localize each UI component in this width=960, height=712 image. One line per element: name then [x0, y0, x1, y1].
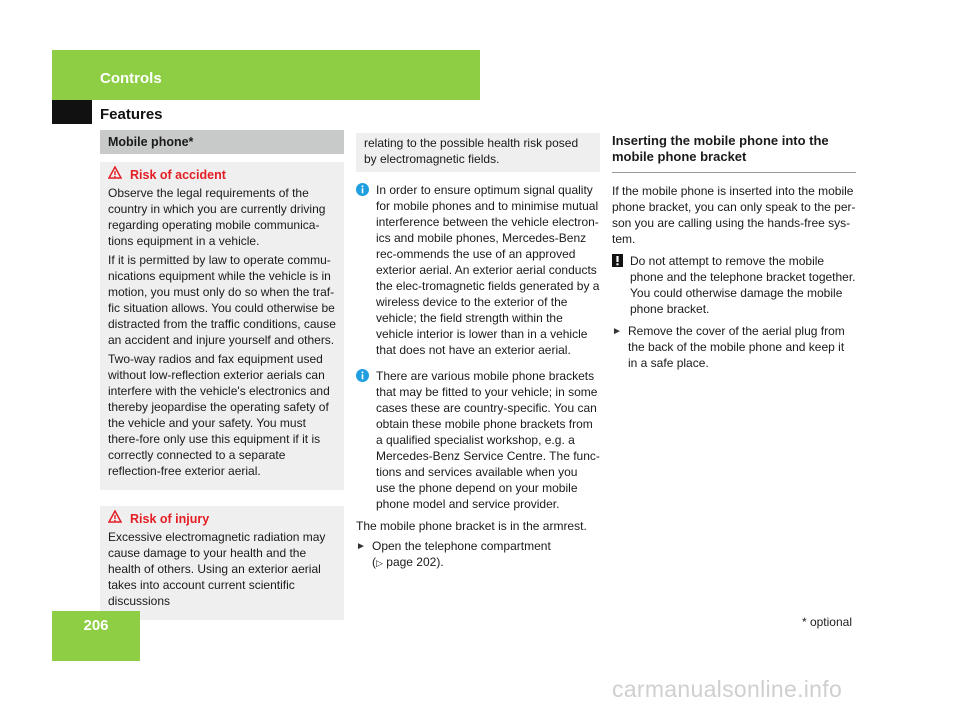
warning-title-text: Risk of accident	[130, 167, 226, 182]
caution-icon	[612, 254, 624, 317]
warning-paragraph: Two-way radios and fax equipment used without low-reflection exterior aerials can interfere with the vehicle's electronics and thereby jeopardise the operating safety of the vehicle and your safety. You must there-fore only use this equipment if it is correctly connected to a separate reflection-free exterior aerial.	[108, 352, 330, 478]
step-text: Open the telephone compartment (▷ page 202).	[372, 539, 551, 569]
page-reference-link[interactable]: page 202).	[386, 555, 444, 569]
info-icon	[356, 183, 370, 358]
warning-paragraph: Excessive electromagnetic radiation may cause damage to your health and the health of others. Using an exterior aerial takes into account current scientific discussions	[108, 530, 326, 608]
warning-title-text: Risk of injury	[130, 511, 210, 526]
instruction-step	[356, 538, 600, 571]
mobile-phone-heading: Mobile phone*	[100, 130, 344, 154]
column-2	[356, 133, 600, 571]
page-number: 206	[83, 617, 109, 634]
warning-paragraph: If it is permitted by law to operate commu-nications equipment while the vehicle is in motion, you must only do so when the traf-fic situation allows. You could otherwise be distracted from the traffic conditions, cause an accident and injure yourself and others.	[108, 253, 336, 347]
subsection-title: Features	[100, 106, 163, 123]
column-3	[612, 133, 856, 371]
warning-paragraph: Observe the legal requirements of the country in which you are currently driving regarding operating mobile communica-tions equipment in a vehicle.	[108, 186, 326, 248]
info-icon	[356, 369, 370, 512]
page-ref-arrow-icon: ▷	[376, 558, 383, 568]
intro-text: If the mobile phone is inserted into the mobile phone bracket, you can only speak to the per-son you are calling using the hands-free sys-tem.	[612, 184, 856, 246]
caution-note	[612, 253, 856, 317]
warning-triangle-icon	[108, 166, 124, 183]
info-text: In order to ensure optimum signal quality for mobile phones and to minimise mutual interference between the vehicle electron-ics and mobile phones, Mercedes-Benz rec-ommends the use of an approved exterior aerial. An exterior aerial conducts the elec-tromagnetic fields generated by a wireless device to the exterior of the vehicle; the field strength within the vehicle interior is lower than in a vehicle that does not have an exterior aerial.	[376, 183, 600, 357]
armrest-statement: The mobile phone bracket is in the armrest.	[356, 519, 587, 533]
warning-continuation-box: relating to the possible health risk posed by electromagnetic fields.	[356, 133, 600, 172]
step-arrow-icon: ►	[356, 541, 366, 552]
watermark: carmanualsonline.info	[612, 676, 843, 702]
step-text: Remove the cover of the aerial plug from the back of the mobile phone and keep it in a safe place.	[628, 324, 845, 370]
warning-triangle-icon	[108, 510, 124, 527]
info-text: There are various mobile phone brackets that may be fitted to your vehicle; in some cases these are country-specific. You can obtain these mobile phone brackets from a qualified specialist workshop, e.g. a Mercedes-Benz Service Centre. The func-tions and services available when you use the phone depend on your mobile phone model and service provider.	[376, 369, 600, 511]
warning-title-accident	[108, 166, 336, 183]
instruction-step	[612, 323, 856, 371]
accident-warning-box	[100, 162, 344, 490]
inserting-phone-heading: Inserting the mobile phone into the mobile phone bracket	[612, 133, 856, 173]
caution-text: Do not attempt to remove the mobile phone and the telephone bracket together. You could otherwise damage the mobile phone bracket.	[630, 254, 856, 316]
injury-warning-box	[100, 506, 344, 620]
column-1	[100, 130, 344, 620]
section-title: Controls	[100, 70, 162, 87]
warning-title-injury	[108, 510, 336, 527]
info-note	[356, 368, 600, 512]
info-note	[356, 182, 600, 358]
optional-footnote: * optional	[801, 615, 852, 629]
step-arrow-icon: ►	[612, 326, 622, 337]
subsection-marker	[52, 100, 92, 124]
